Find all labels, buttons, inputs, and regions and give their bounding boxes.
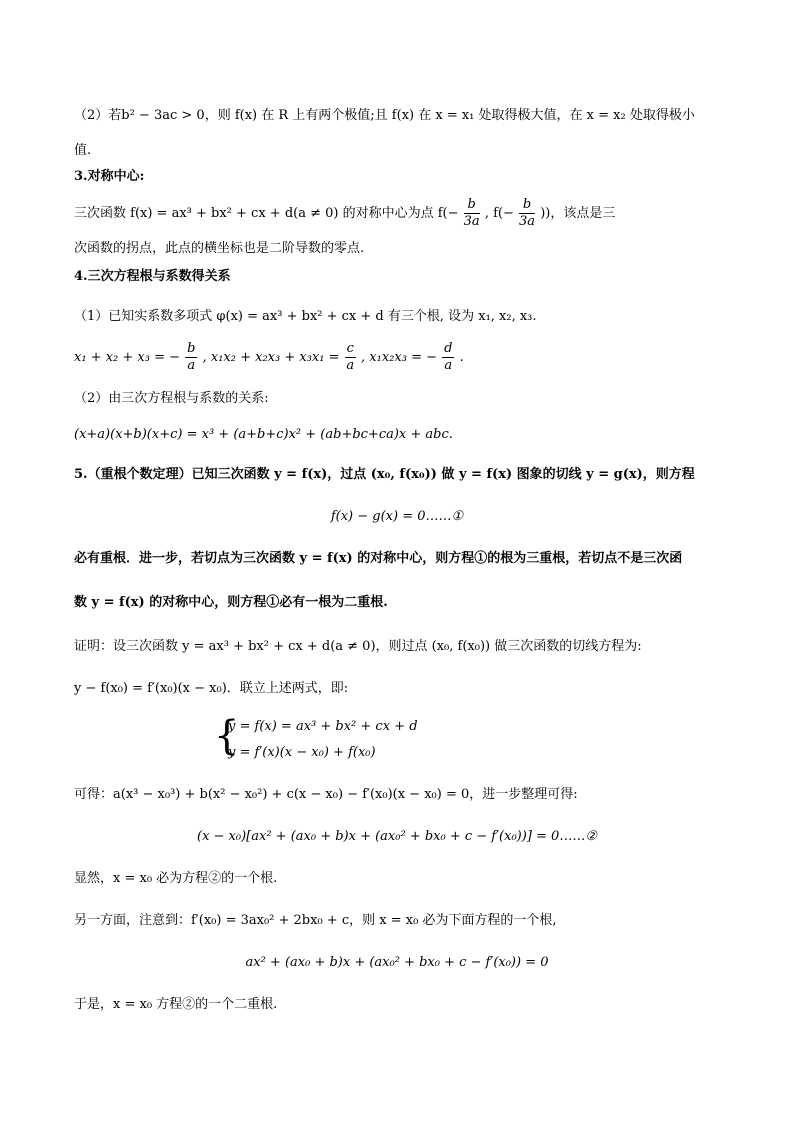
numerator: c (346, 341, 354, 356)
system-equation-2: y = f′(x)(x − x₀) + f(x₀) (228, 745, 376, 760)
numerator: b (187, 341, 196, 356)
text-line: 数 y = f(x) 的对称中心，则方程①必有一根为二重根. (74, 595, 388, 610)
denominator: a (346, 358, 355, 373)
system-brace: { (214, 713, 240, 759)
system-equation-1: y = f(x) = ax³ + bx² + cx + d (228, 719, 418, 734)
denominator: 3a (519, 214, 536, 229)
text-segment: ))，该点是三 (540, 206, 616, 221)
fraction (442, 341, 454, 374)
text-segment: , x₁x₂ + x₂x₃ + x₃x₁ = (202, 350, 340, 365)
text-line: （1）已知实系数多项式 φ(x) = ax³ + bx² + cx + d 有三个根, 设为 x₁, x₂, x₃. (74, 309, 537, 324)
fraction (185, 341, 197, 374)
text-segment: x₁ + x₂ + x₃ = − (74, 350, 180, 365)
text-line: y − f(x₀) = f′(x₀)(x − x₀)．联立上述两式，即: (74, 681, 349, 696)
numerator: d (444, 341, 453, 356)
text-segment: 三次函数 f(x) = ax³ + bx² + cx + d(a ≠ 0) 的对称中心为点 f(− (74, 206, 459, 221)
fraction (519, 197, 535, 230)
text-line: 必有重根．进一步，若切点为三次函数 y = f(x) 的对称中心，则方程①的根为三重根，若切点不是三次函 (74, 551, 683, 566)
text-line: （2）由三次方程根与系数的关系: (74, 391, 269, 406)
numerator: b (464, 197, 480, 214)
text-line: 次函数的拐点，此点的横坐标也是二阶导数的零点. (74, 241, 365, 256)
text-segment: . (459, 350, 464, 365)
equation: ax² + (ax₀ + b)x + (ax₀² + bx₀ + c − f′(x₀)) = 0 (245, 955, 549, 970)
text-line: 于是，x = x₀ 方程②的一个二重根. (74, 997, 278, 1012)
equation: (x+a)(x+b)(x+c) = x³ + (a+b+c)x² + (ab+bc+ca)x + abc. (74, 427, 453, 442)
text-line: 另一方面，注意到：f′(x₀) = 3ax₀² + 2bx₀ + c，则 x = x₀ 必为下面方程的一个根, (74, 913, 557, 928)
section-heading: 3.对称中心: (74, 169, 145, 184)
equation: (x − x₀)[ax² + (ax₀ + b)x + (ax₀² + bx₀ + c − f′(x₀))] = 0……② (197, 829, 597, 844)
theorem-line: 5.（重根个数定理）已知三次函数 y = f(x)，过点 (x₀, f(x₀)) 做 y = f(x) 图象的切线 y = g(x)，则方程 (74, 467, 695, 482)
text-line: 值. (74, 143, 92, 158)
fraction (345, 341, 356, 374)
text-segment: , x₁x₂x₃ = − (361, 350, 437, 365)
text-line: 可得：a(x³ − x₀³) + b(x² − x₀²) + c(x − x₀) − f′(x₀)(x − x₀) = 0，进一步整理可得: (74, 787, 578, 802)
text-line (74, 340, 724, 376)
denominator: a (444, 358, 453, 373)
text-segment: , f(− (484, 206, 514, 221)
text-line (74, 196, 724, 232)
equation: f(x) − g(x) = 0……① (330, 509, 464, 524)
section-heading: 4.三次方程根与系数得关系 (74, 269, 231, 284)
denominator: a (187, 358, 196, 373)
text-line: 证明：设三次函数 y = ax³ + bx² + cx + d(a ≠ 0)，则过点 (x₀, f(x₀)) 做三次函数的切线方程为: (74, 639, 642, 654)
text-line: （2）若b² − 3ac > 0，则 f(x) 在 R 上有两个极值;且 f(x) 在 x = x₁ 处取得极大值，在 x = x₂ 处取得极小 (74, 108, 695, 123)
text-line: 显然，x = x₀ 必为方程②的一个根. (74, 871, 278, 886)
fraction (464, 197, 480, 230)
denominator: 3a (463, 214, 480, 229)
numerator: b (519, 197, 535, 214)
